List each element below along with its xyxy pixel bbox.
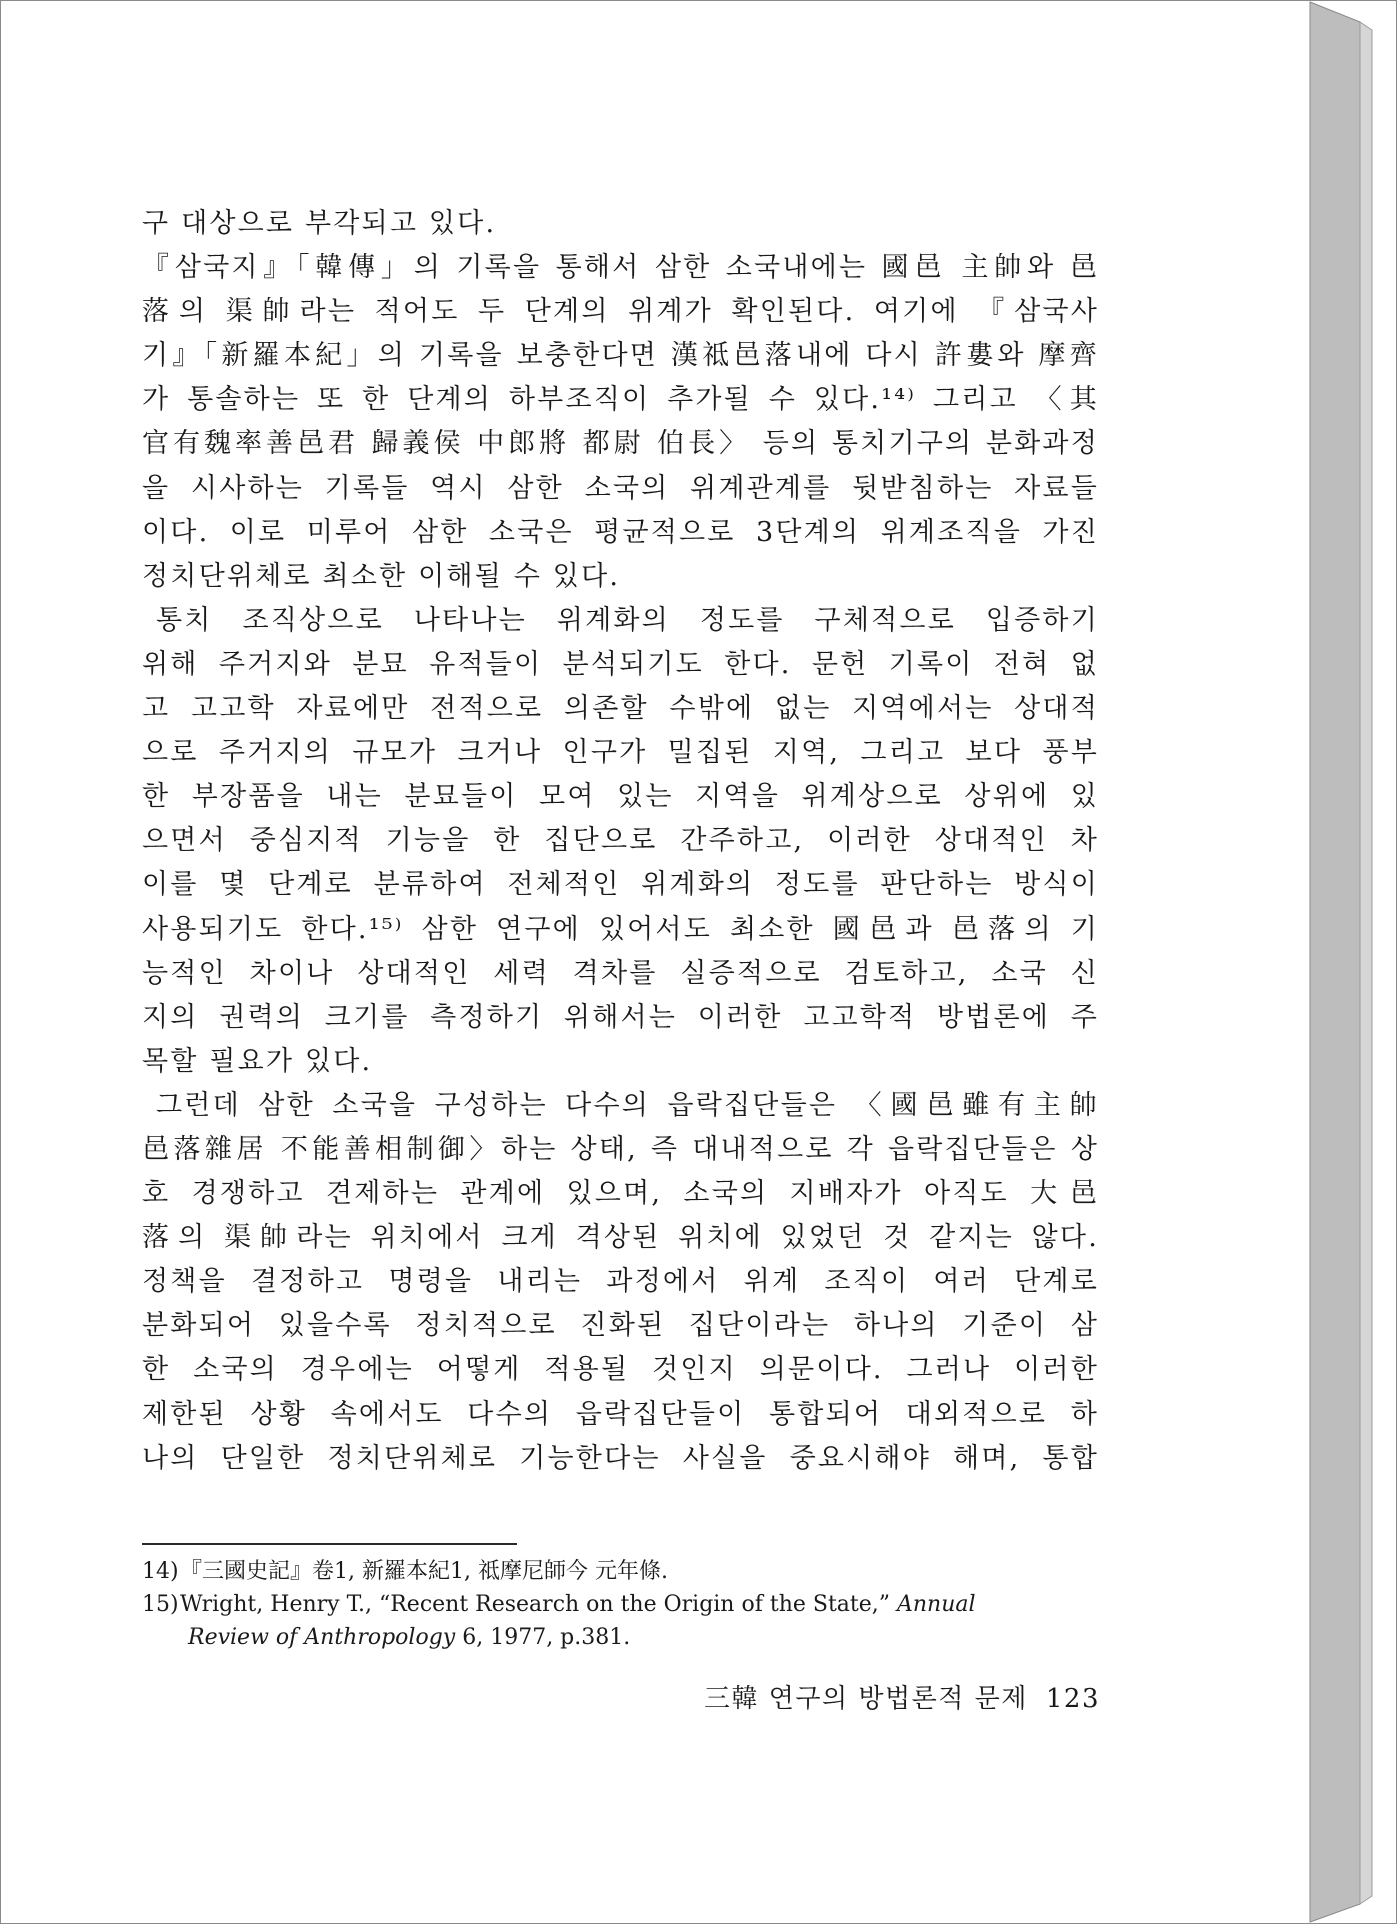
body-line: 『삼국지』「韓傳」의 기록을 통해서 삼한 소국내에는 國邑 主帥와 邑 [142, 252, 1099, 284]
footnote-number: 14) [142, 1559, 179, 1584]
body-line: 邑落雜居 不能善相制御〉하는 상태, 즉 대내적으로 각 읍락집단들은 상 [142, 1133, 1099, 1165]
body-line: 분화되어 있을수록 정치적으로 진화된 집단이라는 하나의 기준이 삼 [142, 1310, 1099, 1342]
running-footer-title: 三韓 연구의 방법론적 문제 [704, 1684, 1028, 1714]
body-line: 가 통솔하는 또 한 단계의 하부조직이 추가될 수 있다.¹⁴⁾ 그리고 〈其 [142, 384, 1099, 416]
body-line: 사용되기도 한다.¹⁵⁾ 삼한 연구에 있어서도 최소한 國邑과 邑落의 기 [142, 913, 1099, 945]
body-line: 한 부장품을 내는 분묘들이 모여 있는 지역을 위계상으로 상위에 있 [142, 781, 1099, 813]
body-line: 정치단위체로 최소한 이해될 수 있다. [142, 560, 621, 592]
body-line: 통치 조직상으로 나타나는 위계화의 정도를 구체적으로 입증하기 [156, 604, 1099, 636]
body-line: 구 대상으로 부각되고 있다. [142, 208, 497, 239]
page-number: 123 [1045, 1684, 1100, 1714]
body-line: 제한된 상황 속에서도 다수의 읍락집단들이 통합되어 대외적으로 하 [142, 1398, 1099, 1430]
footnote-number: 15) [142, 1592, 179, 1617]
footnote-text: 6, 1977, p.381. [455, 1625, 631, 1650]
journal-title: Annual [897, 1592, 976, 1617]
body-line: 落의 渠帥라는 위치에서 크게 격상된 위치에 있었던 것 같지는 않다. [142, 1222, 1099, 1254]
body-line: 官有魏率善邑君 歸義侯 中郎將 都尉 伯長〉 등의 통치기구의 분화과정 [142, 428, 1099, 460]
body-line: 을 시사하는 기록들 역시 삼한 소국의 위계관계를 뒷받침하는 자료들 [142, 472, 1099, 504]
footnote-text: Wright, Henry T., “Recent Research on the Origin of the State,” [180, 1592, 897, 1617]
body-line: 落의 渠帥라는 적어도 두 단계의 위계가 확인된다. 여기에 『삼국사 [142, 296, 1099, 328]
body-line: 목할 필요가 있다. [142, 1045, 373, 1077]
body-line: 으면서 중심지적 기능을 한 집단으로 간주하고, 이러한 상대적인 차 [142, 825, 1099, 857]
body-line: 능적인 차이나 상대적인 세력 격차를 실증적으로 검토하고, 소국 신 [142, 957, 1099, 989]
body-line: 고 고고학 자료에만 전적으로 의존할 수밖에 없는 지역에서는 상대적 [142, 693, 1099, 725]
body-line: 나의 단일한 정치단위체로 기능한다는 사실을 중요시해야 해며, 통합 [142, 1442, 1099, 1474]
body-line: 위해 주거지와 분묘 유적들이 분석되기도 한다. 문헌 기록이 전혀 없 [142, 648, 1099, 680]
body-line: 으로 주거지의 규모가 크거나 인구가 밀집된 지역, 그리고 보다 풍부 [142, 737, 1099, 769]
body-line: 정책을 결정하고 명령을 내리는 과정에서 위계 조직이 여러 단계로 [142, 1266, 1099, 1298]
body-line: 호 경쟁하고 견제하는 관계에 있으며, 소국의 지배자가 아직도 大邑 [142, 1178, 1099, 1210]
footnote-text: 『三國史記』卷1, 新羅本紀1, 祗摩尼師今 元年條. [180, 1559, 668, 1584]
body-line: 그런데 삼한 소국을 구성하는 다수의 읍락집단들은 〈國邑雖有主帥 [156, 1089, 1099, 1121]
body-line: 한 소국의 경우에는 어떻게 적용될 것인지 의문이다. 그러나 이러한 [142, 1354, 1099, 1386]
journal-title: Review of Anthropology [188, 1625, 456, 1650]
body-line: 이다. 이로 미루어 삼한 소국은 평균적으로 3단계의 위계조직을 가진 [142, 516, 1099, 548]
body-line: 이를 몇 단계로 분류하여 전체적인 위계화의 정도를 판단하는 방식이 [142, 869, 1099, 901]
body-line: 기』「新羅本紀」의 기록을 보충한다면 漢祗邑落내에 다시 許婁와 摩齊 [142, 340, 1099, 372]
body-line: 지의 권력의 크기를 측정하기 위해서는 이러한 고고학적 방법론에 주 [142, 1001, 1099, 1033]
